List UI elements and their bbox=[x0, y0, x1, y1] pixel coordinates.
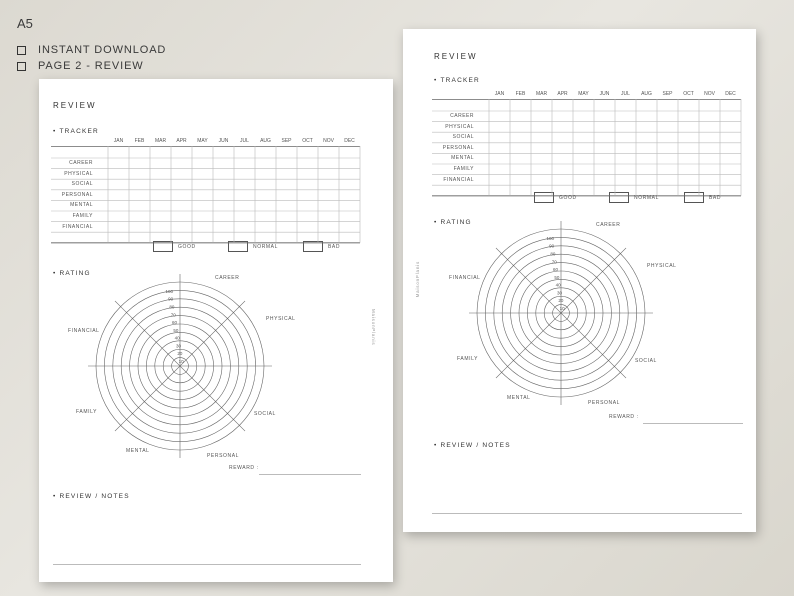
month-header: MAR bbox=[535, 91, 548, 97]
rating-axis-label: MENTAL bbox=[507, 395, 531, 401]
notes-line bbox=[53, 564, 361, 565]
legend-text: GOOD bbox=[178, 243, 196, 250]
brand-label: MaisonPlanis bbox=[415, 261, 420, 298]
rating-axis-label: PERSONAL bbox=[588, 400, 621, 406]
month-header: OCT bbox=[302, 138, 313, 144]
month-header: FEB bbox=[515, 91, 526, 97]
month-header: JUN bbox=[218, 138, 229, 144]
month-header: OCT bbox=[683, 91, 694, 97]
month-header: MAY bbox=[578, 91, 589, 97]
scale-label: 20 bbox=[558, 298, 564, 304]
reward-label: REWARD : bbox=[229, 465, 259, 471]
category-label: PERSONAL bbox=[61, 191, 93, 198]
month-header: NOV bbox=[323, 138, 334, 144]
legend-text: NORMAL bbox=[634, 194, 659, 201]
rating-heading: • RATING bbox=[53, 270, 91, 277]
rating-axis-label: FAMILY bbox=[457, 355, 479, 362]
feature-text: PAGE 2 - REVIEW bbox=[38, 60, 144, 72]
size-label: A5 bbox=[17, 16, 33, 31]
month-header: DEC bbox=[344, 138, 355, 144]
tracker-heading: • TRACKER bbox=[53, 128, 99, 135]
planner-page-back bbox=[403, 29, 756, 532]
reward-line bbox=[643, 423, 743, 424]
scale-label: 70 bbox=[170, 312, 176, 318]
scale-label: 10 bbox=[178, 358, 184, 364]
tracker-grid bbox=[51, 146, 362, 245]
rating-axis-label: SOCIAL bbox=[635, 358, 657, 364]
rating-axis-label: SOCIAL bbox=[254, 411, 276, 417]
rating-axis-label: CAREER bbox=[596, 222, 621, 228]
month-header: JAN bbox=[113, 138, 124, 144]
rating-axis-label: PERSONAL bbox=[207, 453, 240, 459]
scale-label: 100 bbox=[546, 235, 555, 241]
scale-label: 30 bbox=[556, 290, 563, 296]
category-label: PERSONAL bbox=[442, 144, 474, 151]
rating-axis-label: CAREER bbox=[215, 275, 240, 281]
month-header: NOV bbox=[704, 91, 715, 97]
month-header: JAN bbox=[494, 91, 505, 97]
month-header: JUL bbox=[621, 91, 630, 97]
scale-label: 40 bbox=[174, 335, 180, 341]
category-label: CAREER bbox=[450, 113, 474, 119]
category-label: MENTAL bbox=[451, 155, 474, 162]
month-header: JUN bbox=[599, 91, 610, 97]
feature-item bbox=[17, 42, 166, 58]
category-label: FAMILY bbox=[453, 166, 474, 172]
month-header: APR bbox=[176, 138, 187, 144]
scale-label: 50 bbox=[554, 274, 560, 280]
rating-axis-label: PHYSICAL bbox=[647, 262, 677, 269]
feature-item bbox=[17, 58, 166, 74]
month-header: FEB bbox=[134, 138, 145, 144]
checkbox-icon bbox=[17, 46, 26, 55]
category-label: FINANCIAL bbox=[62, 223, 93, 230]
rating-wheel-svg bbox=[469, 221, 653, 405]
notes-heading: • REVIEW / NOTES bbox=[434, 442, 511, 449]
scale-label: 90 bbox=[549, 243, 555, 249]
scale-label: 40 bbox=[555, 282, 561, 288]
tracker-grid bbox=[432, 99, 743, 198]
month-header: MAR bbox=[154, 138, 167, 144]
reward-line bbox=[259, 474, 361, 475]
month-header: SEP bbox=[662, 91, 673, 97]
rating-axis-label: FINANCIAL bbox=[68, 328, 100, 335]
scale-label: 10 bbox=[559, 305, 565, 311]
feature-list bbox=[17, 42, 166, 74]
notes-heading: • REVIEW / NOTES bbox=[53, 493, 130, 500]
rating-heading: • RATING bbox=[434, 219, 472, 226]
page-title: REVIEW bbox=[434, 52, 478, 61]
month-header: JUL bbox=[240, 138, 249, 144]
scale-label: 50 bbox=[173, 327, 179, 333]
scale-label: 30 bbox=[175, 343, 182, 349]
scale-label: 100 bbox=[165, 288, 174, 294]
rating-axis-label: MENTAL bbox=[126, 448, 150, 454]
scale-label: 90 bbox=[168, 296, 174, 302]
rating-axis-label: FAMILY bbox=[76, 408, 98, 415]
category-label: FINANCIAL bbox=[443, 176, 474, 183]
page-title: REVIEW bbox=[53, 101, 97, 110]
scale-label: 60 bbox=[553, 267, 559, 273]
scale-label: 80 bbox=[169, 304, 175, 310]
notes-line bbox=[432, 513, 742, 514]
category-label: FAMILY bbox=[72, 213, 93, 219]
rating-axis-label: FINANCIAL bbox=[449, 275, 481, 282]
legend-text: GOOD bbox=[559, 194, 577, 201]
month-header: AUG bbox=[260, 138, 271, 144]
checkbox-icon bbox=[17, 62, 26, 71]
planner-page-front bbox=[39, 79, 393, 582]
category-label: SOCIAL bbox=[71, 181, 93, 188]
scale-label: 80 bbox=[550, 251, 556, 257]
rating-axis-label: PHYSICAL bbox=[266, 315, 296, 322]
month-header: MAY bbox=[197, 138, 208, 144]
category-label: PHYSICAL bbox=[445, 123, 474, 130]
month-header: APR bbox=[557, 91, 568, 97]
legend-text: BAD bbox=[709, 194, 722, 201]
reward-label: REWARD : bbox=[609, 414, 639, 420]
legend-text: NORMAL bbox=[253, 243, 278, 250]
month-header: DEC bbox=[725, 91, 736, 97]
tracker-heading: • TRACKER bbox=[434, 77, 480, 84]
month-header: SEP bbox=[281, 138, 292, 144]
legend-text: BAD bbox=[328, 243, 341, 250]
category-label: PHYSICAL bbox=[64, 170, 93, 177]
brand-label: MaisonPlanis bbox=[371, 309, 376, 346]
feature-text: INSTANT DOWNLOAD bbox=[38, 44, 167, 56]
month-header: AUG bbox=[641, 91, 652, 97]
category-label: SOCIAL bbox=[452, 134, 474, 141]
category-label: MENTAL bbox=[70, 202, 93, 209]
scale-label: 70 bbox=[551, 259, 557, 265]
scale-label: 60 bbox=[172, 320, 178, 326]
rating-wheel-svg bbox=[88, 274, 272, 458]
category-label: CAREER bbox=[69, 160, 93, 166]
scale-label: 20 bbox=[177, 351, 183, 357]
